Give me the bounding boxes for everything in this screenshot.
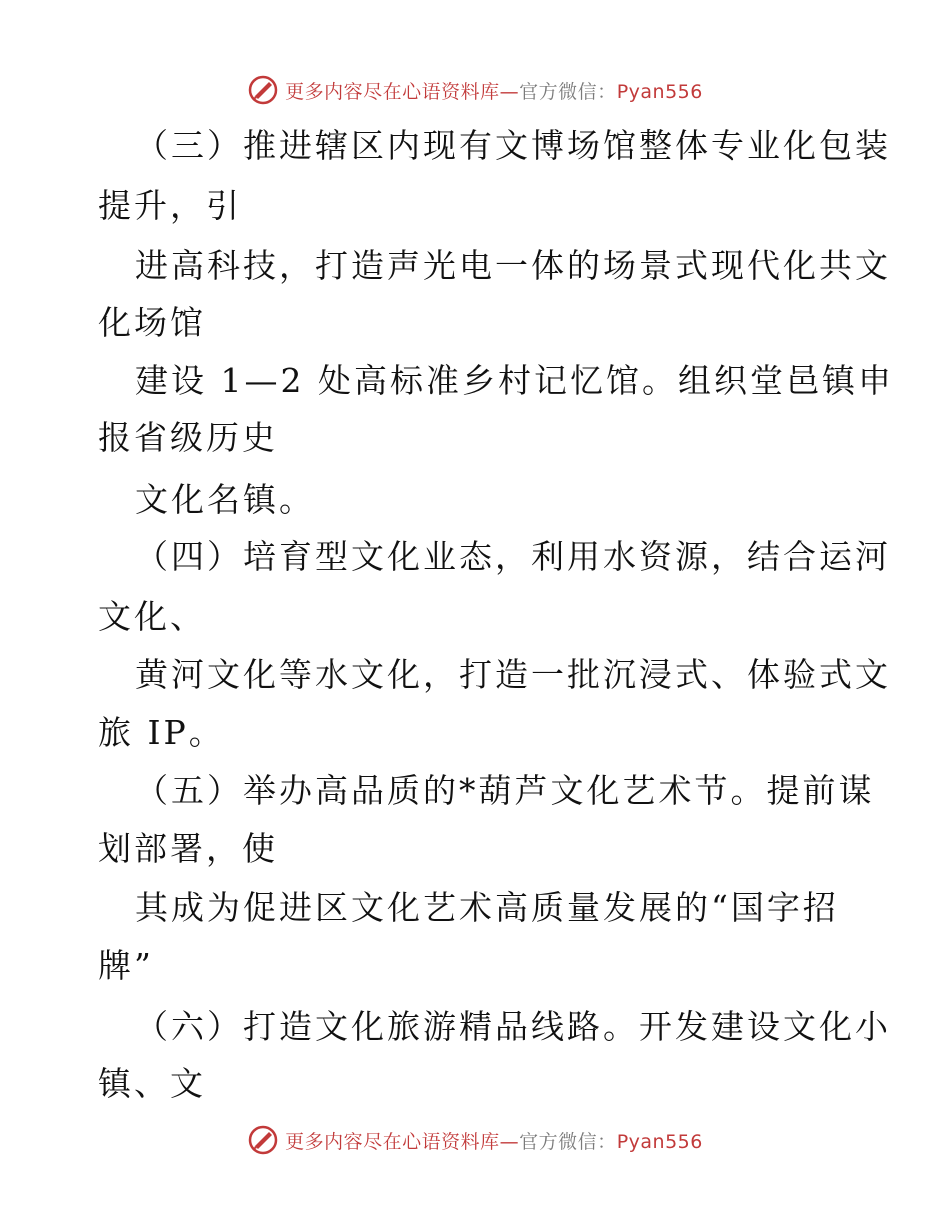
text-line-10: 黄河文化等水文化，打造一批沉浸式、体验式文	[135, 655, 891, 694]
header-watermark	[0, 70, 950, 110]
text-line-14: 其成为促进区文化艺术高质量发展的“国字招	[135, 888, 839, 927]
text-line-5: 建设 1—2 处高标准乡村记忆馆。组织堂邑镇申	[135, 361, 894, 400]
text-line-11: 旅 IP。	[98, 713, 225, 752]
watermark-text	[285, 1127, 703, 1154]
text-line-12: （五）举办高品质的*葫芦文化艺术节。提前谋	[135, 771, 875, 810]
watermark-dash: —	[499, 80, 520, 103]
watermark-wechat: Pyan556	[616, 80, 703, 103]
watermark-text-b: 官方微信：	[519, 1130, 617, 1153]
watermark-text-a: 更多内容尽在心语资料库	[285, 80, 500, 103]
text-line-2: 提升，引	[98, 186, 242, 225]
text-line-8: （四）培育型文化业态，利用水资源，结合运河	[135, 537, 891, 576]
text-line-3: 进高科技，打造声光电一体的场景式现代化共文	[135, 246, 891, 285]
watermark-dash: —	[499, 1130, 520, 1153]
text-line-15: 牌”	[98, 946, 154, 985]
watermark-text-b: 官方微信：	[519, 80, 617, 103]
text-line-16: （六）打造文化旅游精品线路。开发建设文化小	[135, 1007, 891, 1046]
text-line-13: 划部署，使	[98, 829, 278, 868]
text-line-6: 报省级历史	[98, 418, 278, 457]
watermark-wechat: Pyan556	[616, 1130, 703, 1153]
logo-icon	[247, 74, 279, 106]
text-line-7: 文化名镇。	[135, 480, 315, 519]
text-line-4: 化场馆	[98, 303, 206, 342]
text-line-9: 文化、	[98, 597, 206, 636]
text-line-1: （三）推进辖区内现有文博场馆整体专业化包装	[135, 126, 891, 165]
watermark-text-a: 更多内容尽在心语资料库	[285, 1130, 500, 1153]
watermark-text	[285, 77, 703, 104]
footer-watermark	[0, 1120, 950, 1160]
text-line-17: 镇、文	[98, 1064, 206, 1103]
logo-icon	[247, 1124, 279, 1156]
